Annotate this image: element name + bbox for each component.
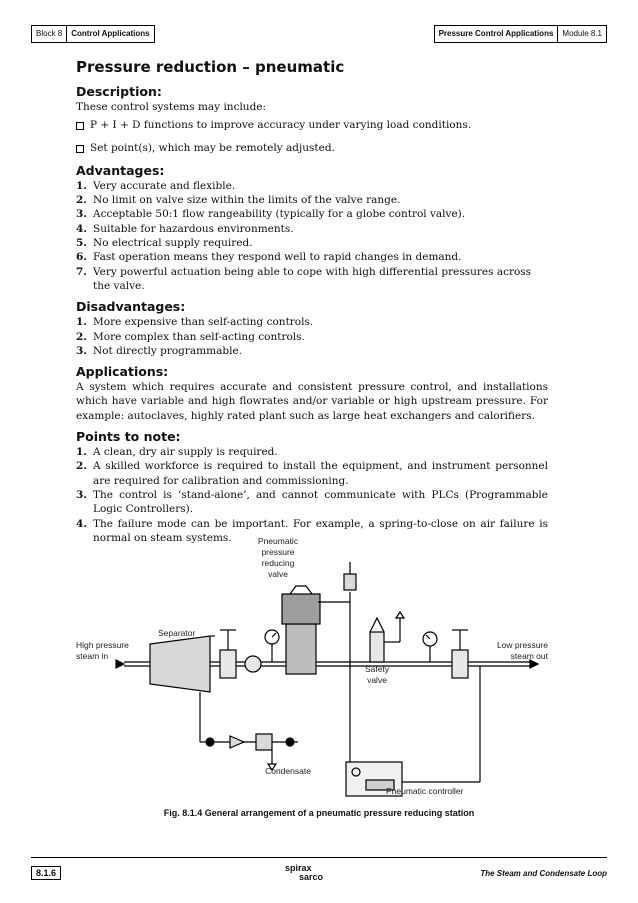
item-number: 3. [76,488,87,501]
item-text: No limit on valve size within the limits of the valve range. [93,194,401,207]
list-item [76,222,548,236]
block-title: Control Applications [66,26,153,42]
applications-section [76,364,548,423]
item-text: A clean, dry air supply is required. [93,446,278,459]
item-number: 1. [76,179,87,192]
list-item [76,330,548,344]
condensate-label: Condensate [265,766,311,776]
list-item [76,207,548,221]
safety-valve [370,632,384,662]
advantages-heading: Advantages: [76,162,165,178]
figure-caption: Fig. 8.1.4 General arrangement of a pneumatic pressure reducing station [163,808,475,818]
check-valve [286,738,294,746]
item-text: Not directly programmable. [93,344,242,357]
item-number: 5. [76,237,87,250]
low-pressure-label-line1: Low pressure [496,640,548,650]
item-number: 3. [76,208,87,221]
list-item [76,179,548,193]
footer-rule [31,857,607,858]
bullet-item: Set point(s), which may be remotely adjusted. [76,141,548,155]
actuator-top [290,586,312,594]
item-number: 2. [76,194,87,207]
points-heading: Points to note: [76,429,181,445]
low-pressure-label-line2: steam out [510,651,548,661]
pressure-reducing-station-diagram [60,532,580,802]
vent-arrow [396,612,404,618]
description-section [76,84,548,155]
item-text: Very accurate and flexible. [93,179,236,192]
item-text: The control is ‘stand-alone’, and cannot communicate with PLCs (Programmable Logic Controllers). [93,488,548,516]
header-right [434,25,607,43]
item-text: The failure mode can be important. For example, a spring-to-close on air failure is normal on steam systems. [93,517,548,544]
pneumatic-actuator [282,594,320,624]
list-item [76,265,548,294]
list-item [76,236,548,250]
list-item [76,488,548,517]
item-text: Very powerful actuation being able to cope with high differential pressures across the valve. [93,265,532,292]
spirax-sarco-logo [285,864,323,882]
module-label: Module 8.1 [557,26,606,42]
item-text: Acceptable 50:1 flow rangeability (typically for a globe control valve). [93,208,466,221]
item-text: Fast operation means they respond well to rapid changes in demand. [93,251,462,264]
item-number: 6. [76,251,87,264]
block-label: Block 8 [36,29,63,38]
bullet-item: P + I + D functions to improve accuracy under varying load conditions. [76,118,548,132]
disadvantages-heading: Disadvantages: [76,299,186,315]
air-filter-regulator [344,574,356,590]
item-number: 1. [76,446,87,459]
points-list [76,445,548,545]
prv-label-line1: Pneumatic [257,536,299,546]
item-number: 7. [76,265,87,278]
item-number: 1. [76,316,87,329]
list-item [76,193,548,207]
page-number: 8.1.6 [31,866,61,880]
item-number: 2. [76,330,87,343]
item-number: 4. [76,517,87,530]
drain-strainer [230,736,244,748]
safety-valve-label-line1: Safety [364,664,390,674]
inlet-isolating-valve [220,650,236,678]
prv-label-line2: pressure [261,547,295,557]
outlet-isolating-valve [452,650,468,678]
safety-valve-label-line2: valve [367,675,387,685]
book-title: The Steam and Condensate Loop [480,869,607,878]
description-intro: These control systems may include: [76,101,267,113]
strainer [245,656,261,672]
outlet-arrow [530,660,538,668]
item-number: 4. [76,222,87,235]
safety-valve-bonnet [370,618,384,632]
logo-bottom: sarco [299,872,324,882]
item-text: More complex than self-acting controls. [93,330,305,343]
item-text: No electrical supply required. [93,237,253,250]
item-text: A skilled workforce is required to install the equipment, and instrument personnel are required for calibration and commissioning. [93,460,548,487]
main-content [76,84,548,551]
points-section [76,429,548,545]
prv-label-line3: reducing [261,558,295,568]
list-item [76,445,548,459]
separator-label: Separator [158,628,196,638]
description-heading: Description: [76,84,162,99]
list-item [76,344,548,358]
description-bullets [76,118,548,155]
header-left [31,25,155,43]
drain-valve [206,738,214,746]
disadvantages-section [76,299,548,358]
disadvantages-list [76,315,548,358]
section-title: Pressure Control Applications [438,29,554,38]
high-pressure-label-line1: High pressure [76,640,129,650]
list-item [76,315,548,329]
logo-top: spirax [285,863,312,873]
advantages-list [76,179,548,293]
separator-body [150,636,210,692]
page-title: Pressure reduction – pneumatic [76,58,345,76]
inlet-arrow [116,660,124,668]
list-item [76,250,548,264]
item-number: 3. [76,344,87,357]
pneumatic-prv-body [286,624,316,674]
pneumatic-controller-label: Pneumatic controller [386,786,464,796]
list-item [76,459,548,488]
applications-heading: Applications: [76,364,169,380]
prv-label-line4: valve [268,569,288,579]
steam-trap [256,734,272,750]
item-number: 2. [76,460,87,473]
applications-text: A system which requires accurate and consistent pressure control, and installations which have variable and high flowrates and/or variable or high upstream pressure. For example: autoclaves, highly rated plant such as large heat exchangers and calorifiers. [76,381,548,422]
high-pressure-label-line2: steam in [76,651,109,661]
item-text: More expensive than self-acting controls. [93,316,314,329]
advantages-section [76,163,548,293]
item-text: Suitable for hazardous environments. [93,222,294,235]
